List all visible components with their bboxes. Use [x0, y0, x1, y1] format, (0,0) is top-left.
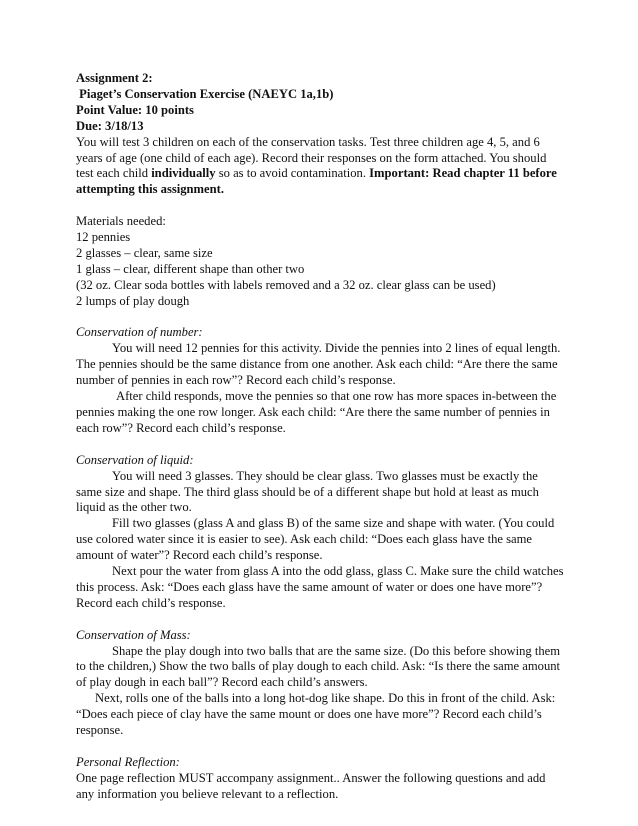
intro-paragraph [76, 135, 572, 199]
paragraph-line: liquid as the other two. [76, 500, 192, 515]
materials-item: 2 lumps of play dough [76, 293, 190, 308]
paragraph-line: Next, rolls one of the balls into a long hot-dog like shape. Do this in front of the child. Ask: [95, 691, 556, 706]
intro-text: test each child [76, 166, 152, 181]
paragraph-line: Shape the play dough into two balls that are the same size. (Do this before showing them [112, 643, 561, 658]
paragraph-line: response. [76, 723, 124, 738]
materials-heading: Materials needed: [76, 214, 166, 229]
conservation-number-section [76, 325, 572, 436]
section-heading: Conservation of number: [76, 325, 203, 340]
paragraph-line: Record each child’s response. [76, 595, 226, 610]
paragraph-line: You will need 3 glasses. They should be clear glass. Two glasses must be exactly the [112, 468, 538, 483]
conservation-liquid-section [76, 453, 572, 612]
paragraph-line: After child responds, move the pennies so that one row has more spaces in-between the [116, 389, 557, 404]
paragraph-line: use colored water since it is easier to see). Ask each child: “Does each glass have the same [76, 532, 533, 547]
paragraph-line: One page reflection MUST accompany assignment.. Answer the following questions and add [76, 770, 546, 785]
intro-line-2: years of age (one child of each age). Record their responses on the form attached. You should [76, 150, 547, 165]
assignment-header [76, 71, 572, 135]
section-heading: Conservation of liquid: [76, 452, 194, 467]
due-date: Due: 3/18/13 [76, 118, 144, 133]
intro-emphasis-individually: individually [151, 166, 216, 181]
section-heading: Conservation of Mass: [76, 627, 191, 642]
section-heading: Personal Reflection: [76, 754, 180, 769]
materials-item: 1 glass – clear, different shape than other two [76, 261, 305, 276]
materials-item: 2 glasses – clear, same size [76, 245, 213, 260]
intro-text: so as to avoid contamination. [215, 166, 370, 181]
paragraph-line: pennies making the one row longer. Ask each child: “Are there the same number of pennies in [76, 405, 550, 419]
paragraph-line: You will need 12 pennies for this activity. Divide the pennies into 2 lines of equal length. [112, 341, 561, 356]
assignment-label: Assignment 2: [76, 71, 153, 85]
paragraph-line: The pennies should be the same distance from one another. Ask each child: “Are there the same [76, 357, 558, 372]
conservation-mass-section [76, 628, 572, 739]
paragraph-line: this process. Ask: “Does each glass have the same amount of water or does one have more”? [76, 579, 543, 594]
paragraph-line: Next pour the water from glass A into the odd glass, glass C. Make sure the child watches [112, 564, 564, 579]
materials-section [76, 214, 572, 309]
paragraph-line: to the children,) Show the two balls of play dough to each child. Ask: “Is there the same amount [76, 659, 561, 674]
point-value: Point Value: 10 points [76, 102, 194, 117]
paragraph-line: “Does each piece of clay have the same mount or does one have more”? Record each child’s [76, 707, 542, 722]
paragraph-line: number of pennies in each row”? Record each child’s response. [76, 373, 396, 388]
intro-line-3 [76, 166, 572, 182]
paragraph-line: any information you believe relevant to a reflection. [76, 786, 339, 801]
personal-reflection-section [76, 755, 572, 803]
intro-important-note: Important: Read chapter 11 before [369, 166, 557, 181]
intro-line-4: attempting this assignment. [76, 182, 224, 197]
paragraph-line: Fill two glasses (glass A and glass B) of the same size and shape with water. (You could [112, 516, 555, 531]
assignment-title: Piaget’s Conservation Exercise (NAEYC 1a,1b) [76, 86, 334, 101]
paragraph-line: each row”? Record each child’s response. [76, 420, 286, 435]
paragraph-line: of play dough in each ball”? Record each child’s answers. [76, 675, 368, 690]
paragraph-line: same size and shape. The third glass should be of a different shape but hold at least as much [76, 484, 539, 499]
materials-item: (32 oz. Clear soda bottles with labels removed and a 32 oz. clear glass can be used) [76, 277, 496, 292]
paragraph-line: amount of water”? Record each child’s response. [76, 548, 323, 563]
document-page [76, 71, 572, 803]
intro-line-1: You will test 3 children on each of the conservation tasks. Test three children age 4, 5, and 6 [76, 134, 540, 149]
materials-item: 12 pennies [76, 230, 131, 245]
